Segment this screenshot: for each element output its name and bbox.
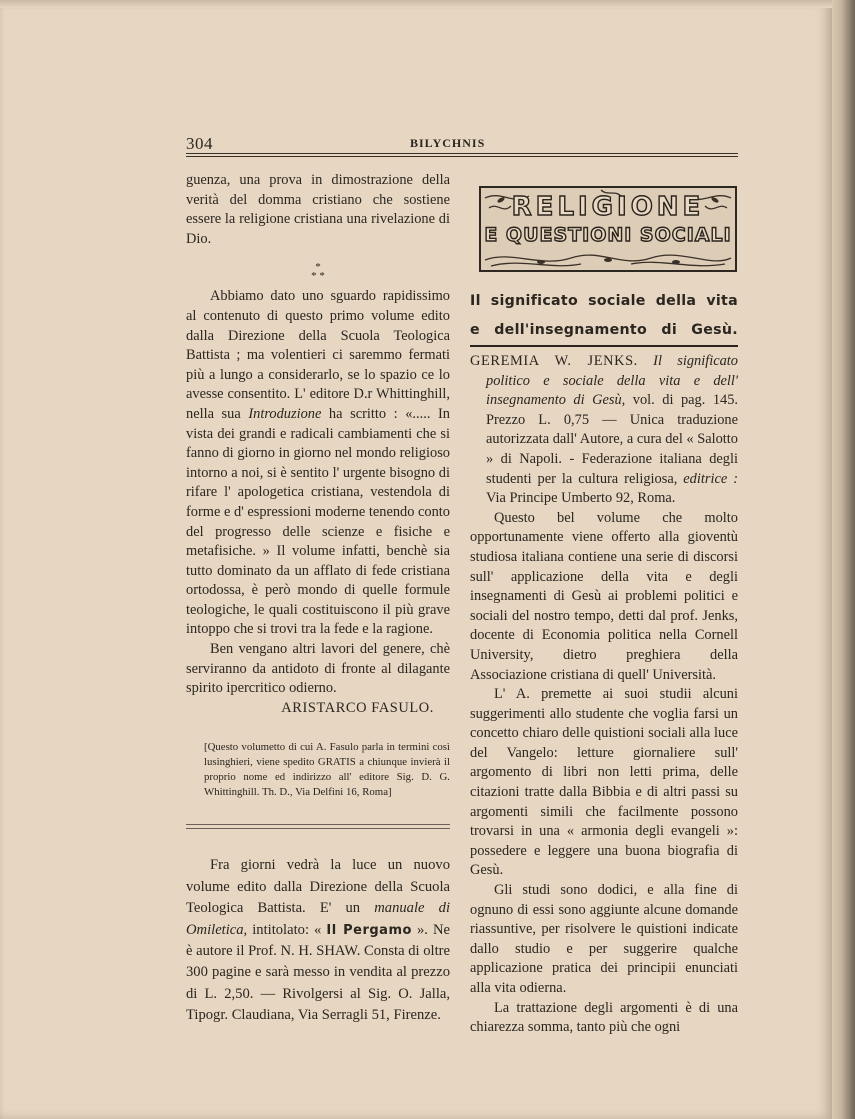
editrice-italic: editrice : [683,470,739,487]
left-column [186,171,450,1027]
book-title: Il significato politico e sociale della vita e dell' insegnamento di Gesù, [486,353,738,409]
page-number: 304 [186,134,213,153]
pergamo-bold: Il Pergamo [326,922,412,938]
article-paragraph-1: Questo bel volume che molto opportunamente viene offerto alla gioventù studiosa italiana contiene una serie di discorsi sull' applicazione della vita e degli insegnamenti di Gesù ai problemi politici e sociali del nostro tempo, detti dal prof. Jenks, docente di Economia politica nella Cornell University, dietro preghiera della Associazione cristiana di quell' Università. [470,509,738,683]
paragraph-closing: Ben vengano altri lavori del genere, chè serviranno da antidoto di fronte al dilagante spirito ipercritico odierno. [186,641,450,697]
header-rule-double [186,156,738,157]
section-banner [479,186,737,272]
page-top-edge [0,0,832,8]
separator-rule-double [186,828,450,829]
article-paragraph-4: La trattazione degli argomenti è di una chiarezza somma, tanto più che ogni [470,999,738,1036]
right-column [470,352,738,1038]
introduzione-italic: Introduzione [248,405,322,422]
article-heading-line2: e dell'insegnamento di Gesù. [470,316,738,347]
banner-title-line1: RELIGIONE [511,192,705,222]
article-paragraph-3: Gli studi sono dodici, e alla fine di ognuno di essi sono aggiunte alcune domande riassuntive, per risolvere le quistioni indicate dallo studio e per suggerire qualche applicazione pratica dei principii enunciati alla vita odierna. [470,882,738,996]
page-header [186,132,738,162]
book-author: GEREMIA W. JENKS. [470,353,638,369]
separator-rule [186,824,450,825]
book-spine [832,0,855,1119]
bibliographic-entry: GEREMIA W. JENKS. Il significato politico e sociale della vita e dell' insegnamento di Gesù, vol. di pag. 145. Prezzo L. 0,75 — Unica traduzione autorizzata dall' Autore, a cura del « Salotto » di Napoli. - Federazione italiana degli studenti per la cultura religiosa, editrice : Via Principe Umberto 92, Roma. [470,353,739,507]
article-paragraph-2: L' A. premette ai suoi studii alcuni suggerimenti allo studente che voglia farsi un concetto chiaro delle quistioni sociali alla luce del Vangelo: letture giornaliere sull' argomento di libri non letti prima, delle citazioni tratte dalla Bibbia e di altri passi su argomenti simili che facilmente possono trovarsi in una « armonia degli evangeli »: possedere e leggere una buona biografia di Gesù. [470,686,738,879]
manuale-italic: manuale di Omiletica, [186,900,450,938]
article-heading [470,287,738,347]
paragraph-announcement: Fra giorni vedrà la luce un nuovo volume edito dalla Direzione della Scuola Teologica Battista. E' un manuale di Omiletica, intitolato: « Il Pergamo ». Ne è autore il Prof. N. H. SHAW. Consta di oltre 300 pagine e sarà messo in vendita al prezzo di L. 2,50. — Rivolgersi al Sig. O. Jalla, Tipogr. Claudiana, Via Serragli 51, Firenze. [186,857,450,1024]
running-head: BILYCHNIS [410,136,486,150]
header-rule [186,153,738,154]
section-asterism: * * * [311,261,325,283]
author-signature: ARISTARCO FASULO. [281,699,434,716]
paragraph-review: Abbiamo dato uno sguardo rapidissimo al contenuto di questo primo volume edito dalla Direzione della Scuola Teologica Battista ; ma volentieri ci saremmo fermati più a lungo a considerarlo, se lo spazio ce lo avesse consentito. L' editore D.r Whittinghill, nella sua Introduzione ha scritto : «..... In vista dei grandi e radicali cambiamenti che si fanno di giorno in giorno nel mondo religioso intorno a noi, si è sentito l' urgente bisogno di rifare l' apologetica cristiana, vestendola di forme e d' espressioni moderne tenendo conto del progresso delle scienze e fisiche e metafisiche. » Il volume infatti, benchè sia tutto dominato da un afflato di fede cristiana ortodossa, è però mondo di quelle formule teologiche, le quali costituiscono il più grave intoppo che si trovi tra la fede e la ragione. [186,288,450,638]
paragraph-continued: guenza, una prova in dimostrazione della verità del domma cristiano che sostiene essere la religione cristiana una rivelazione di Dio. [186,172,450,247]
editorial-note: [Questo volumetto di cui A. Fasulo parla in termini così lusinghieri, viene spedito GRATIS a chiunque invierà il proprio nome ed indirizzo all' editore Sig. D. G. Whittinghill. Th. D., Via Delfini 16, Roma] [204,741,450,799]
banner-title-line2: E QUESTIONI SOCIALI [484,224,732,246]
article-heading-line1: Il significato sociale della vita [470,293,738,309]
